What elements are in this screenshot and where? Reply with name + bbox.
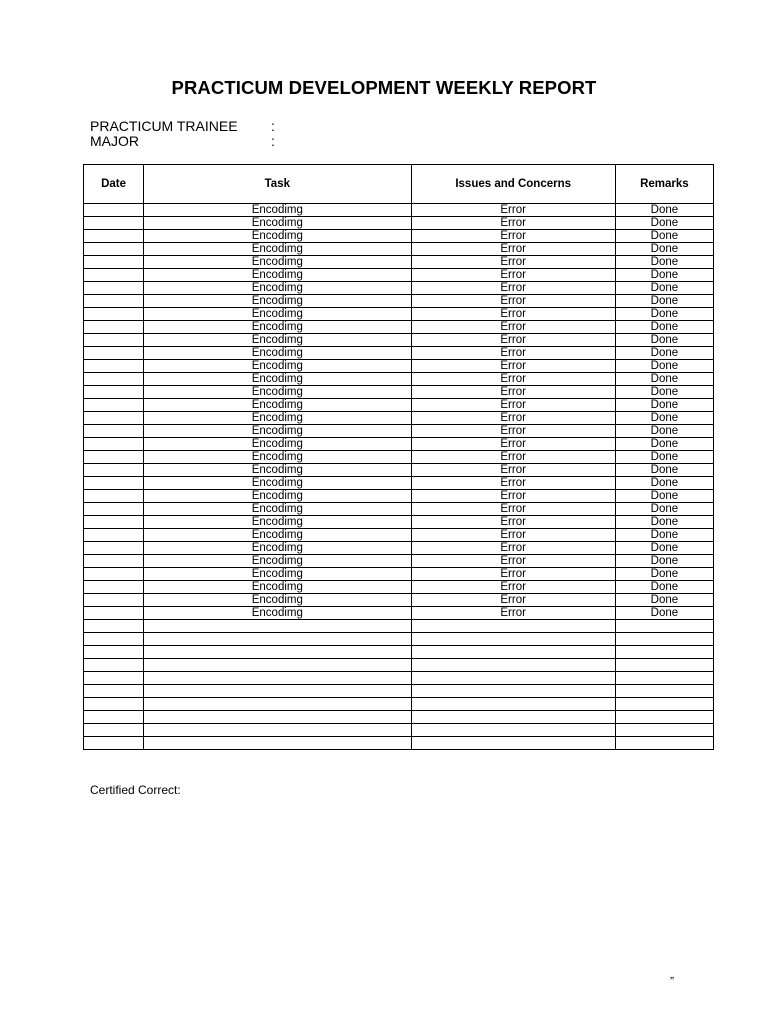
trainee-label: PRACTICUM TRAINEE: [90, 118, 238, 134]
cell-date: [84, 256, 144, 269]
cell-task: Encodimg: [144, 412, 411, 425]
trainee-field: [90, 119, 275, 134]
cell-date: [84, 204, 144, 217]
table-row: [84, 568, 714, 581]
cell-task: [144, 724, 411, 737]
cell-task: Encodimg: [144, 581, 411, 594]
cell-issue: [411, 724, 615, 737]
cell-date: [84, 698, 144, 711]
cell-task: [144, 737, 411, 750]
cell-date: [84, 477, 144, 490]
cell-remarks: Done: [615, 516, 713, 529]
cell-issue: Error: [411, 607, 615, 620]
table-row: [84, 659, 714, 672]
cell-issue: Error: [411, 425, 615, 438]
cell-issue: [411, 711, 615, 724]
table-row: [84, 295, 714, 308]
cell-date: [84, 646, 144, 659]
cell-date: [84, 464, 144, 477]
table-row: [84, 204, 714, 217]
cell-issue: Error: [411, 334, 615, 347]
cell-task: Encodimg: [144, 568, 411, 581]
cell-date: [84, 347, 144, 360]
cell-task: Encodimg: [144, 464, 411, 477]
cell-task: Encodimg: [144, 490, 411, 503]
table-row: [84, 711, 714, 724]
cell-issue: Error: [411, 412, 615, 425]
cell-task: Encodimg: [144, 425, 411, 438]
cell-task: [144, 698, 411, 711]
cell-task: [144, 633, 411, 646]
cell-task: Encodimg: [144, 256, 411, 269]
cell-date: [84, 659, 144, 672]
cell-task: [144, 620, 411, 633]
table-row: [84, 425, 714, 438]
cell-task: Encodimg: [144, 529, 411, 542]
table-row: [84, 347, 714, 360]
cell-remarks: [615, 685, 713, 698]
cell-date: [84, 711, 144, 724]
header-date: Date: [84, 165, 144, 204]
cell-task: Encodimg: [144, 386, 411, 399]
cell-issue: Error: [411, 503, 615, 516]
cell-date: [84, 555, 144, 568]
cell-issue: Error: [411, 230, 615, 243]
cell-date: [84, 503, 144, 516]
cell-remarks: [615, 672, 713, 685]
certified-correct-label: Certified Correct:: [90, 783, 181, 797]
cell-issue: Error: [411, 256, 615, 269]
cell-issue: Error: [411, 373, 615, 386]
cell-date: [84, 295, 144, 308]
cell-task: Encodimg: [144, 334, 411, 347]
cell-issue: Error: [411, 269, 615, 282]
cell-task: [144, 685, 411, 698]
cell-date: [84, 230, 144, 243]
cell-remarks: Done: [615, 438, 713, 451]
cell-task: [144, 659, 411, 672]
table-row: [84, 282, 714, 295]
cell-task: Encodimg: [144, 347, 411, 360]
table-row: [84, 490, 714, 503]
weekly-report-table: [83, 164, 714, 750]
table-row: [84, 386, 714, 399]
cell-date: [84, 542, 144, 555]
cell-task: Encodimg: [144, 321, 411, 334]
cell-issue: Error: [411, 516, 615, 529]
cell-task: Encodimg: [144, 542, 411, 555]
footer-mark: „: [670, 967, 674, 981]
cell-remarks: Done: [615, 464, 713, 477]
table-row: [84, 438, 714, 451]
cell-task: Encodimg: [144, 607, 411, 620]
cell-date: [84, 685, 144, 698]
cell-date: [84, 672, 144, 685]
cell-date: [84, 282, 144, 295]
cell-date: [84, 412, 144, 425]
table-row: [84, 633, 714, 646]
cell-issue: Error: [411, 321, 615, 334]
table-row: [84, 594, 714, 607]
cell-remarks: Done: [615, 581, 713, 594]
table-row: [84, 529, 714, 542]
cell-remarks: Done: [615, 204, 713, 217]
cell-task: Encodimg: [144, 516, 411, 529]
cell-task: Encodimg: [144, 360, 411, 373]
cell-issue: Error: [411, 243, 615, 256]
table-row: [84, 399, 714, 412]
cell-remarks: Done: [615, 555, 713, 568]
cell-remarks: [615, 659, 713, 672]
cell-task: Encodimg: [144, 438, 411, 451]
cell-task: Encodimg: [144, 399, 411, 412]
cell-remarks: Done: [615, 477, 713, 490]
cell-remarks: Done: [615, 542, 713, 555]
cell-date: [84, 516, 144, 529]
cell-issue: Error: [411, 451, 615, 464]
table-row: [84, 360, 714, 373]
header-issues: Issues and Concerns: [411, 165, 615, 204]
cell-date: [84, 308, 144, 321]
cell-issue: Error: [411, 490, 615, 503]
cell-issue: Error: [411, 594, 615, 607]
cell-remarks: [615, 737, 713, 750]
cell-date: [84, 724, 144, 737]
table-row: [84, 230, 714, 243]
cell-date: [84, 269, 144, 282]
cell-issue: Error: [411, 295, 615, 308]
cell-remarks: Done: [615, 308, 713, 321]
table-row: [84, 321, 714, 334]
cell-date: [84, 438, 144, 451]
cell-date: [84, 425, 144, 438]
cell-date: [84, 386, 144, 399]
cell-issue: Error: [411, 360, 615, 373]
cell-task: Encodimg: [144, 503, 411, 516]
cell-task: Encodimg: [144, 217, 411, 230]
table-row: [84, 724, 714, 737]
report-title: PRACTICUM DEVELOPMENT WEEKLY REPORT: [171, 77, 597, 98]
table-row: [84, 243, 714, 256]
cell-issue: [411, 646, 615, 659]
table-row: [84, 737, 714, 750]
cell-issue: [411, 659, 615, 672]
cell-date: [84, 568, 144, 581]
table-row: [84, 334, 714, 347]
cell-remarks: Done: [615, 451, 713, 464]
cell-date: [84, 737, 144, 750]
cell-issue: [411, 620, 615, 633]
cell-remarks: Done: [615, 256, 713, 269]
major-separator: :: [271, 133, 275, 149]
table-row: [84, 620, 714, 633]
cell-date: [84, 217, 144, 230]
table-row: [84, 646, 714, 659]
cell-issue: Error: [411, 464, 615, 477]
header-remarks: Remarks: [615, 165, 713, 204]
cell-date: [84, 373, 144, 386]
table-row: [84, 581, 714, 594]
cell-issue: [411, 672, 615, 685]
cell-issue: Error: [411, 217, 615, 230]
cell-issue: [411, 737, 615, 750]
cell-date: [84, 243, 144, 256]
cell-issue: [411, 633, 615, 646]
cell-remarks: [615, 620, 713, 633]
trainee-separator: :: [271, 118, 275, 134]
cell-task: Encodimg: [144, 373, 411, 386]
cell-remarks: Done: [615, 503, 713, 516]
cell-task: [144, 672, 411, 685]
cell-remarks: Done: [615, 321, 713, 334]
cell-date: [84, 490, 144, 503]
cell-remarks: Done: [615, 360, 713, 373]
cell-issue: Error: [411, 438, 615, 451]
cell-remarks: Done: [615, 269, 713, 282]
table-row: [84, 698, 714, 711]
cell-remarks: [615, 633, 713, 646]
cell-task: Encodimg: [144, 230, 411, 243]
cell-remarks: [615, 711, 713, 724]
cell-task: Encodimg: [144, 451, 411, 464]
cell-task: [144, 711, 411, 724]
cell-remarks: Done: [615, 347, 713, 360]
table-row: [84, 373, 714, 386]
table-row: [84, 555, 714, 568]
table-row: [84, 542, 714, 555]
table-header-row: [84, 165, 714, 204]
cell-date: [84, 594, 144, 607]
table-row: [84, 516, 714, 529]
cell-remarks: [615, 646, 713, 659]
cell-issue: Error: [411, 204, 615, 217]
cell-remarks: Done: [615, 529, 713, 542]
cell-issue: Error: [411, 477, 615, 490]
cell-remarks: Done: [615, 594, 713, 607]
cell-issue: Error: [411, 386, 615, 399]
cell-remarks: Done: [615, 386, 713, 399]
table-row: [84, 217, 714, 230]
table-row: [84, 412, 714, 425]
cell-date: [84, 321, 144, 334]
table-row: [84, 477, 714, 490]
cell-date: [84, 360, 144, 373]
cell-remarks: Done: [615, 490, 713, 503]
cell-task: Encodimg: [144, 243, 411, 256]
table-row: [84, 503, 714, 516]
cell-task: Encodimg: [144, 204, 411, 217]
cell-issue: [411, 685, 615, 698]
table-row: [84, 685, 714, 698]
cell-date: [84, 633, 144, 646]
cell-remarks: Done: [615, 373, 713, 386]
cell-remarks: Done: [615, 334, 713, 347]
cell-issue: Error: [411, 399, 615, 412]
cell-remarks: Done: [615, 230, 713, 243]
cell-task: Encodimg: [144, 555, 411, 568]
cell-remarks: Done: [615, 568, 713, 581]
cell-issue: Error: [411, 347, 615, 360]
table-row: [84, 256, 714, 269]
cell-issue: Error: [411, 555, 615, 568]
cell-remarks: Done: [615, 243, 713, 256]
cell-remarks: Done: [615, 282, 713, 295]
cell-issue: Error: [411, 542, 615, 555]
table-row: [84, 451, 714, 464]
cell-task: Encodimg: [144, 594, 411, 607]
table-row: [84, 308, 714, 321]
cell-remarks: [615, 698, 713, 711]
table-row: [84, 607, 714, 620]
cell-date: [84, 529, 144, 542]
cell-issue: Error: [411, 568, 615, 581]
cell-date: [84, 620, 144, 633]
table-row: [84, 464, 714, 477]
cell-remarks: Done: [615, 412, 713, 425]
major-label: MAJOR: [90, 133, 139, 149]
table-row: [84, 672, 714, 685]
cell-remarks: Done: [615, 425, 713, 438]
cell-task: [144, 646, 411, 659]
cell-date: [84, 581, 144, 594]
cell-remarks: Done: [615, 217, 713, 230]
table-body: [84, 204, 714, 750]
cell-remarks: Done: [615, 295, 713, 308]
cell-task: Encodimg: [144, 282, 411, 295]
cell-task: Encodimg: [144, 295, 411, 308]
cell-issue: Error: [411, 529, 615, 542]
cell-task: Encodimg: [144, 308, 411, 321]
cell-date: [84, 607, 144, 620]
cell-issue: Error: [411, 282, 615, 295]
cell-task: Encodimg: [144, 269, 411, 282]
cell-date: [84, 399, 144, 412]
cell-issue: Error: [411, 308, 615, 321]
header-task: Task: [144, 165, 411, 204]
cell-remarks: Done: [615, 399, 713, 412]
cell-issue: Error: [411, 581, 615, 594]
cell-remarks: [615, 724, 713, 737]
cell-remarks: Done: [615, 607, 713, 620]
cell-date: [84, 334, 144, 347]
major-field: [90, 134, 275, 149]
table-row: [84, 269, 714, 282]
cell-task: Encodimg: [144, 477, 411, 490]
cell-issue: [411, 698, 615, 711]
cell-date: [84, 451, 144, 464]
